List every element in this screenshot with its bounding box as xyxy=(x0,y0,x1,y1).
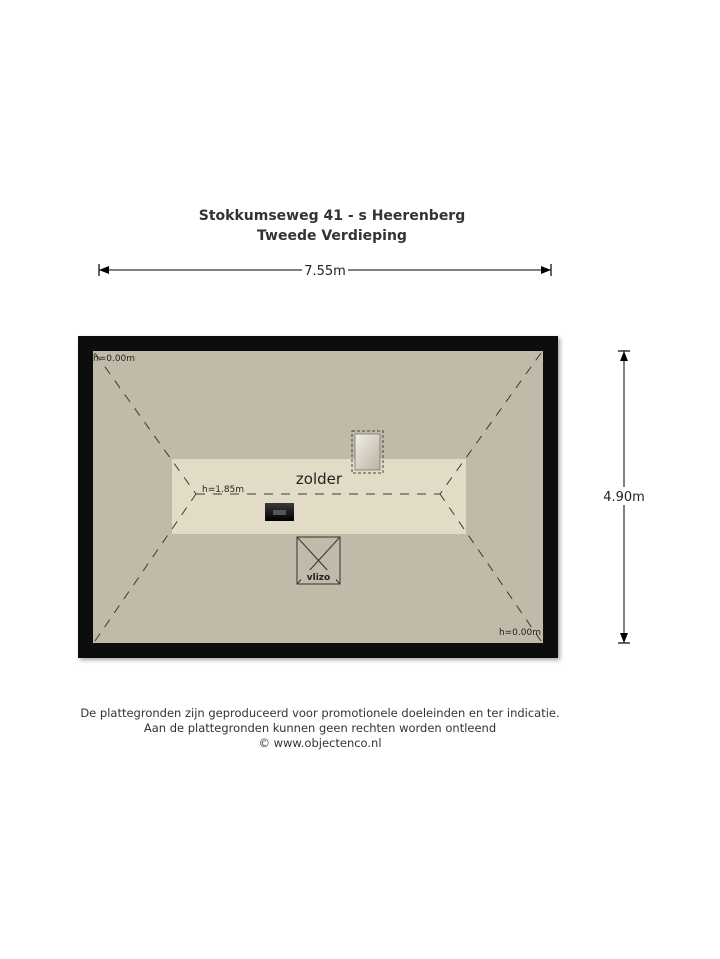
chimney xyxy=(265,503,294,521)
copyright-line: © www.objectenco.nl xyxy=(258,736,382,750)
skylight-window xyxy=(352,431,383,473)
width-dimension xyxy=(99,261,551,279)
hatch-label: vlizo xyxy=(306,573,331,583)
disclaimer-line-1: De plattegronden zijn geproduceerd voor promotionele doeleinden en ter indicatie. xyxy=(80,706,560,720)
height-top-left-label: h=0.00m xyxy=(93,354,136,364)
plan-title-address: Stokkumseweg 41 - s Heerenberg xyxy=(198,208,466,224)
plan-title-floor: Tweede Verdieping xyxy=(257,228,407,244)
disclaimer-line-2: Aan de plattegronden kunnen geen rechten worden ontleend xyxy=(143,721,497,735)
room-name-label: zolder xyxy=(295,470,343,488)
height-dimension xyxy=(601,351,647,643)
height-bottom-right-label: h=0.00m xyxy=(498,628,541,638)
height-label: 4.90m xyxy=(603,490,645,505)
width-label: 7.55m xyxy=(304,264,346,279)
height-mid-label: h=1.85m xyxy=(202,485,245,495)
